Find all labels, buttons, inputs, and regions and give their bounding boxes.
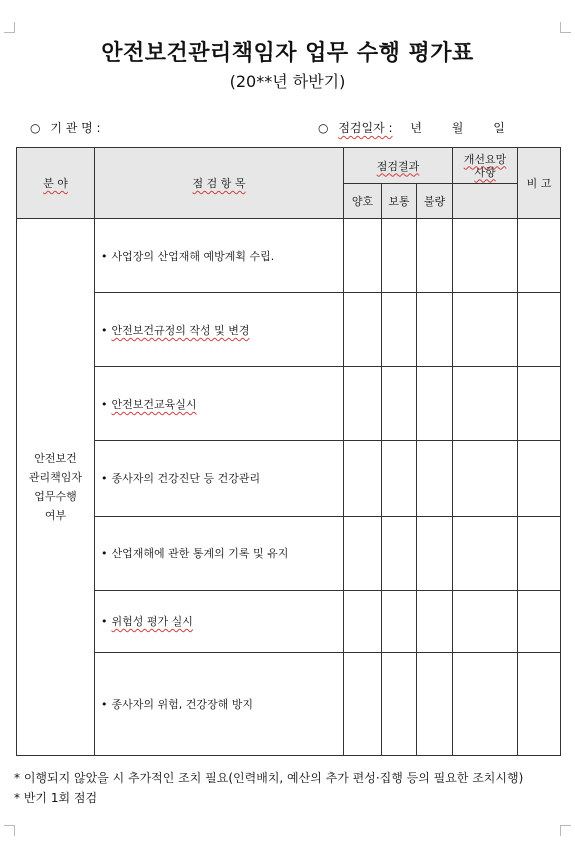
cell-improvement[interactable] — [453, 219, 518, 293]
org-name-field — [30, 119, 144, 136]
page-corner-mark — [4, 825, 15, 836]
cell-bad[interactable] — [417, 652, 453, 755]
cell-remarks[interactable] — [518, 590, 561, 652]
date-year-label: 년 — [410, 121, 422, 135]
header-improvement: 개선요망 사항 — [453, 148, 518, 184]
document-subtitle: (20**년 하반기) — [229, 72, 346, 91]
cell-good[interactable] — [344, 516, 382, 590]
inspection-date-field — [318, 119, 505, 136]
header-category: 분 야 — [17, 148, 95, 219]
date-day-label: 일 — [493, 121, 505, 135]
table-row — [17, 652, 561, 755]
check-item: • 종사자의 건강진단 등 건강관리 — [95, 441, 344, 516]
footnote-action: * 이행되지 않았을 시 추가적인 조치 필요(인력배치, 예산의 추가 편성·집행 등의 필요한 조치시행) — [14, 771, 524, 785]
page-corner-mark — [560, 22, 571, 33]
footnote-frequency: * 반기 1회 점검 — [14, 791, 98, 805]
page-corner-mark — [560, 825, 571, 836]
cell-good[interactable] — [344, 293, 382, 367]
header-remarks: 비 고 — [518, 148, 561, 219]
cell-improvement[interactable] — [453, 652, 518, 755]
check-item: • 안전보건규정의 작성 및 변경 — [95, 293, 344, 367]
cell-bad[interactable] — [417, 293, 453, 367]
header-improvement-blank — [453, 184, 518, 219]
inspection-date-label: 점검일자 : — [338, 121, 393, 135]
cell-bad[interactable] — [417, 367, 453, 441]
cell-bad[interactable] — [417, 441, 453, 516]
cell-normal[interactable] — [382, 652, 417, 755]
table-row — [17, 516, 561, 590]
check-item: • 위험성 평가 실시 — [95, 590, 344, 652]
cell-good[interactable] — [344, 441, 382, 516]
cell-good[interactable] — [344, 652, 382, 755]
cell-improvement[interactable] — [453, 590, 518, 652]
check-item: • 종사자의 위험, 건강장해 방지 — [95, 652, 344, 755]
check-item: • 산업재해에 관한 통계의 기록 및 유지 — [95, 516, 344, 590]
table-row — [17, 590, 561, 652]
table-row — [17, 293, 561, 367]
table-row — [17, 367, 561, 441]
cell-remarks[interactable] — [518, 652, 561, 755]
cell-bad[interactable] — [417, 516, 453, 590]
cell-bad[interactable] — [417, 590, 453, 652]
cell-normal[interactable] — [382, 293, 417, 367]
cell-normal[interactable] — [382, 219, 417, 293]
table-row — [17, 219, 561, 293]
cell-improvement[interactable] — [453, 367, 518, 441]
cell-improvement[interactable] — [453, 516, 518, 590]
cell-improvement[interactable] — [453, 293, 518, 367]
circle-bullet-icon: ○ — [30, 121, 41, 135]
evaluation-table — [16, 147, 561, 756]
cell-improvement[interactable] — [453, 441, 518, 516]
cell-remarks[interactable] — [518, 441, 561, 516]
category-cell: 안전보건 관리책임자 업무수행 여부 — [17, 219, 95, 756]
cell-bad[interactable] — [417, 219, 453, 293]
header-result: 점검결과 — [344, 148, 453, 184]
cell-normal[interactable] — [382, 590, 417, 652]
cell-normal[interactable] — [382, 441, 417, 516]
check-item: • 사업장의 산업재해 예방계획 수립. — [95, 219, 344, 293]
header-items: 점 검 항 목 — [95, 148, 344, 219]
cell-remarks[interactable] — [518, 219, 561, 293]
cell-normal[interactable] — [382, 516, 417, 590]
org-name-label: 기 관 명 : — [50, 121, 101, 135]
cell-remarks[interactable] — [518, 367, 561, 441]
header-bad: 불량 — [417, 184, 453, 219]
circle-bullet-icon: ○ — [318, 121, 329, 135]
footnotes — [14, 768, 523, 808]
header-normal: 보통 — [382, 184, 417, 219]
cell-remarks[interactable] — [518, 516, 561, 590]
check-item: • 안전보건교육실시 — [95, 367, 344, 441]
header-good: 양호 — [344, 184, 382, 219]
date-month-label: 월 — [451, 121, 464, 135]
cell-good[interactable] — [344, 367, 382, 441]
document-title: 안전보건관리책임자 업무 수행 평가표 — [101, 41, 474, 66]
cell-normal[interactable] — [382, 367, 417, 441]
table-row — [17, 441, 561, 516]
page-corner-mark — [4, 22, 15, 33]
cell-good[interactable] — [344, 219, 382, 293]
cell-good[interactable] — [344, 590, 382, 652]
cell-remarks[interactable] — [518, 293, 561, 367]
